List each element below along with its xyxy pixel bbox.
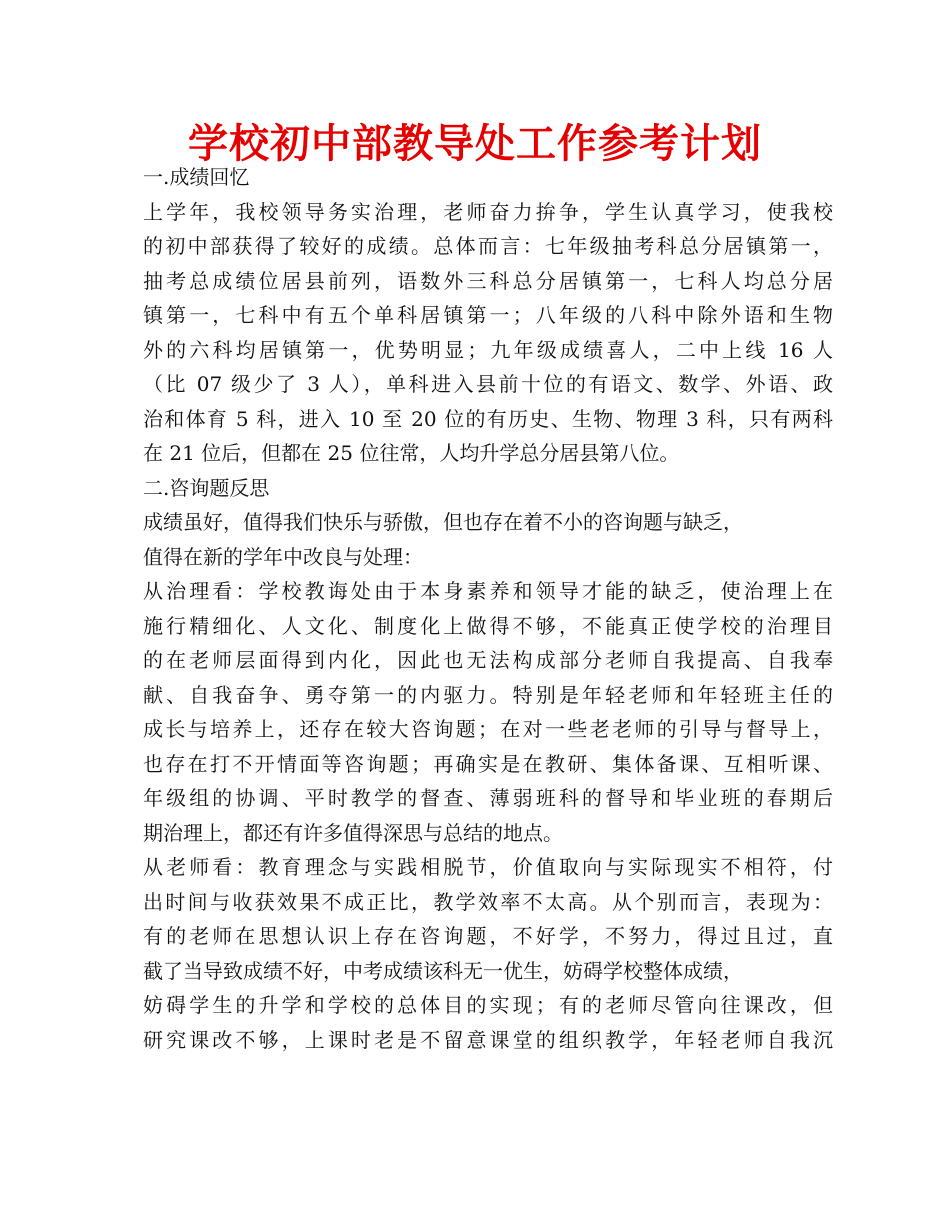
text-line: 的初中部获得了较好的成绩。总体而言：七年级抽考科总分居镇第一， bbox=[143, 234, 833, 258]
text-line: 妨碍学生的升学和学校的总体目的实现；有的老师尽管向往课改，但 bbox=[143, 993, 833, 1017]
text-line: 也存在打不开情面等咨询题；再确实是在教研、集体备课、互相听课、 bbox=[143, 751, 833, 776]
text-line: 有的老师在思想认识上存在咨询题，不好学，不努力，得过且过，直 bbox=[143, 924, 833, 948]
text-line: 镇第一，七科中有五个单科居镇第一；八年级的八科中除外语和生物 bbox=[143, 303, 833, 327]
text-line: 上学年，我校领导务实治理，老师奋力拚争，学生认真学习，使我校 bbox=[143, 199, 833, 224]
text-line: 治和体育 5 科，进入 10 至 20 位的有历史、生物、物理 3 科，只有两科 bbox=[143, 406, 833, 431]
text-line: 在 21 位后，但都在 25 位往常，人均升学总分居县第八位。 bbox=[143, 441, 680, 465]
text-line: 期治理上，都还有许多值得深思与总结的地点。 bbox=[143, 820, 563, 845]
text-line: （比 07 级少了 3 人），单科进入县前十位的有语文、数学、外语、政 bbox=[143, 372, 833, 396]
document-body bbox=[143, 160, 833, 1057]
text-line: 截了当导致成绩不好，中考成绩该科无一优生，妨碍学校整体成绩， bbox=[143, 958, 743, 983]
text-line: 成绩虽好，值得我们快乐与骄傲，但也存在着不小的咨询题与缺乏， bbox=[143, 510, 743, 534]
text-line: 的在老师层面得到内化，因此也无法构成部分老师自我提高、自我奉 bbox=[143, 648, 833, 672]
text-line: 施行精细化、人文化、制度化上做得不够，不能真正使学校的治理目 bbox=[143, 613, 833, 638]
text-line: 值得在新的学年中改良与处理： bbox=[143, 544, 423, 569]
text-line: 从治理看：学校教诲处由于本身素养和领导才能的缺乏，使治理上在 bbox=[143, 579, 833, 603]
text-line: 外的六科均居镇第一，优势明显；九年级成绩喜人，二中上线 16 人 bbox=[143, 337, 833, 362]
text-line: 年级组的协调、平时教学的督查、薄弱班科的督导和毕业班的春期后 bbox=[143, 786, 833, 810]
text-line: 出时间与收获效果不成正比，教学效率不太高。从个别而言，表现为： bbox=[143, 889, 833, 914]
text-line: 抽考总成绩位居县前列，语数外三科总分居镇第一，七科人均总分居 bbox=[143, 268, 833, 293]
text-line: 二.咨询题反思 bbox=[143, 475, 270, 500]
text-line: 研究课改不够，上课时老是不留意课堂的组织教学，年轻老师自我沉 bbox=[143, 1027, 833, 1052]
text-line: 成长与培养上，还存在较大咨询题；在对一些老老师的引导与督导上， bbox=[143, 717, 833, 741]
text-line: 献、自我奋争、勇夺第一的内驱力。特别是年轻老师和年轻班主任的 bbox=[143, 682, 833, 707]
text-line: 一.成绩回忆 bbox=[143, 165, 250, 189]
text-line: 从老师看：教育理念与实践相脱节，价值取向与实际现实不相符，付 bbox=[143, 855, 833, 879]
document-title: 学校初中部教导处工作参考计划 bbox=[188, 121, 762, 167]
